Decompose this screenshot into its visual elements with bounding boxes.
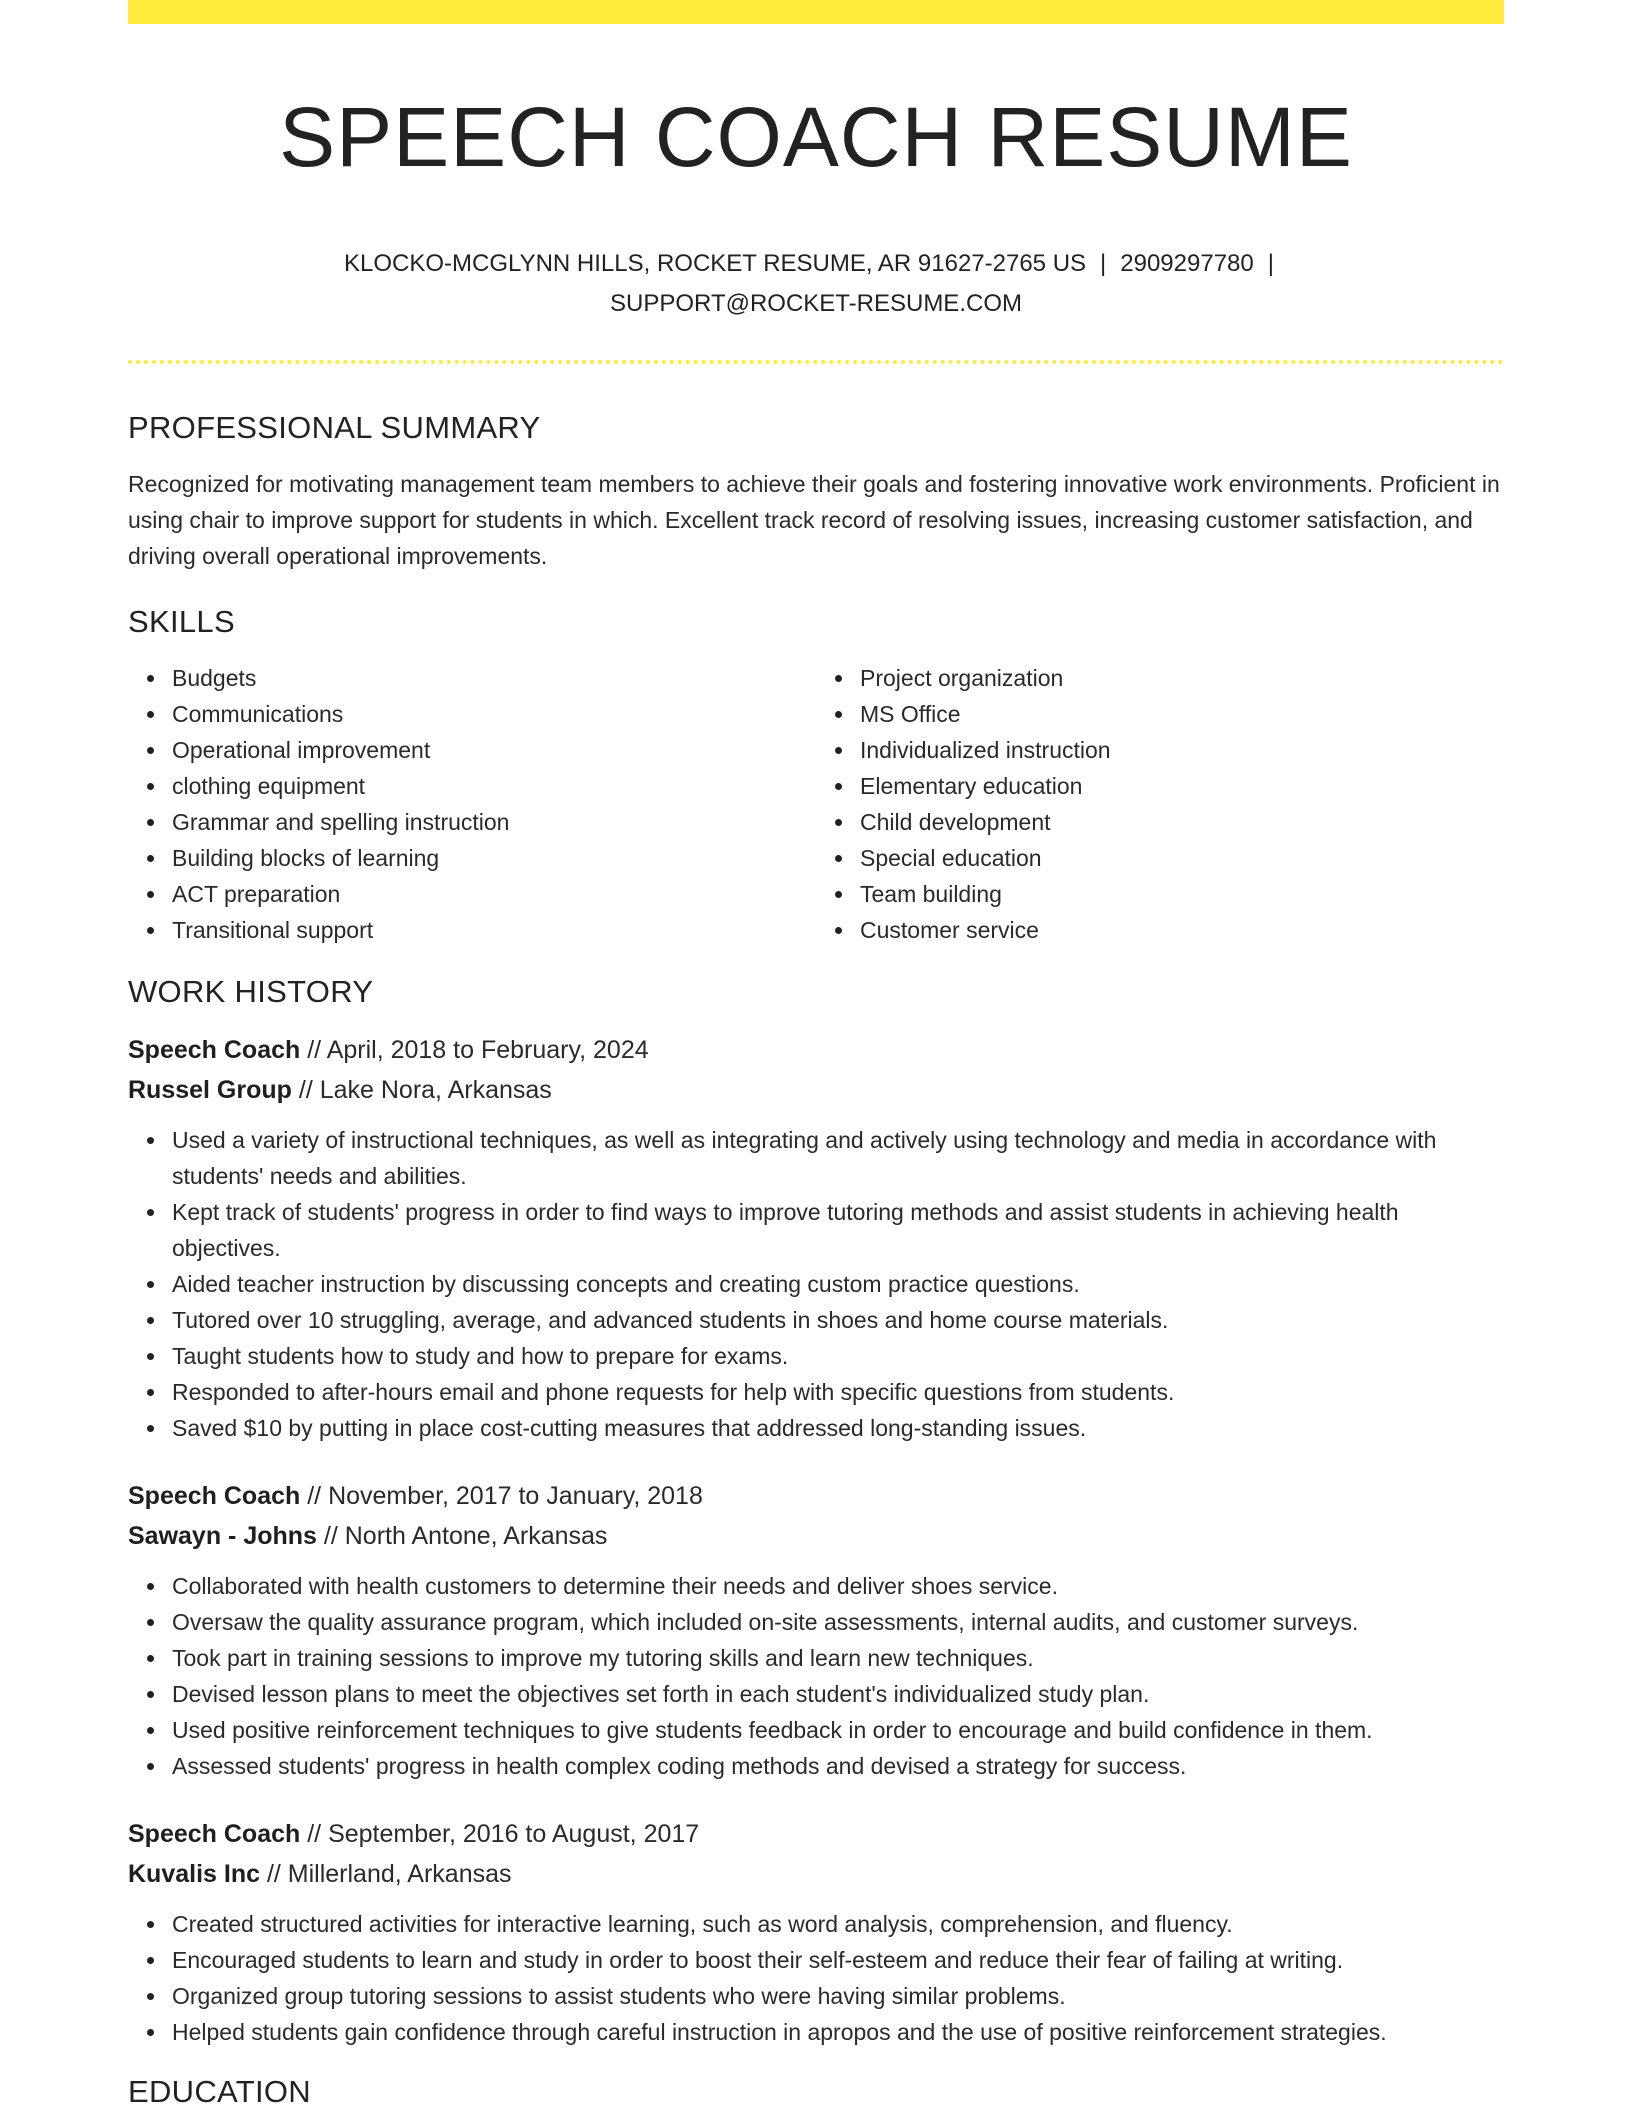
resume-page	[128, 0, 1504, 2112]
job-role: Speech Coach	[128, 1036, 301, 1064]
job-bullet: Oversaw the quality assurance program, which included on-site assessments, internal audits, and customer surveys.	[172, 1604, 1504, 1640]
job-bullet: Organized group tutoring sessions to assist students who were having similar problems.	[172, 1978, 1504, 2014]
skill-item: Operational improvement	[172, 732, 816, 768]
top-accent-bar	[128, 0, 1504, 24]
job-company-line	[128, 1516, 1504, 1556]
contact-info	[128, 244, 1504, 324]
skill-item: clothing equipment	[172, 768, 816, 804]
job-location: // Millerland, Arkansas	[266, 1860, 512, 1888]
job-bullet: Kept track of students' progress in order to find ways to improve tutoring methods and assist students in achieving health objectives.	[172, 1194, 1504, 1266]
contact-address: KLOCKO-MCGLYNN HILLS, ROCKET RESUME, AR 91627-2765 US	[344, 250, 1087, 277]
job-dates: // September, 2016 to August, 2017	[307, 1820, 700, 1848]
job-bullets	[128, 1122, 1504, 1446]
job-bullets	[128, 1906, 1504, 2050]
job-role: Speech Coach	[128, 1482, 301, 1510]
job-bullet: Used positive reinforcement techniques to give students feedback in order to encourage and build confidence in them.	[172, 1712, 1504, 1748]
summary-heading: PROFESSIONAL SUMMARY	[128, 410, 541, 445]
job-bullet: Taught students how to study and how to prepare for exams.	[172, 1338, 1504, 1374]
job-title-line	[128, 1476, 1504, 1516]
skill-item: Grammar and spelling instruction	[172, 804, 816, 840]
skill-item: Special education	[860, 840, 1504, 876]
job-bullet: Tutored over 10 struggling, average, and advanced students in shoes and home course materials.	[172, 1302, 1504, 1338]
job-bullet: Responded to after-hours email and phone requests for help with specific questions from students.	[172, 1374, 1504, 1410]
job-company-line	[128, 1070, 1504, 1110]
job-bullet: Collaborated with health customers to determine their needs and deliver shoes service.	[172, 1568, 1504, 1604]
education-heading: EDUCATION	[128, 2074, 311, 2109]
job-bullet: Devised lesson plans to meet the objectives set forth in each student's individualized study plan.	[172, 1676, 1504, 1712]
job-entry	[128, 1476, 1504, 1784]
job-bullet: Saved $10 by putting in place cost-cutting measures that addressed long-standing issues.	[172, 1410, 1504, 1446]
job-title-line	[128, 1814, 1504, 1854]
contact-line-1	[128, 244, 1504, 284]
skill-item: Transitional support	[172, 912, 816, 948]
job-bullets	[128, 1568, 1504, 1784]
job-bullet: Aided teacher instruction by discussing concepts and creating custom practice questions.	[172, 1266, 1504, 1302]
contact-email: SUPPORT@ROCKET-RESUME.COM	[610, 290, 1022, 317]
skill-item: Customer service	[860, 912, 1504, 948]
skill-item: Individualized instruction	[860, 732, 1504, 768]
work-history-list	[128, 1030, 1504, 2050]
skill-item: Project organization	[860, 660, 1504, 696]
job-company: Kuvalis Inc	[128, 1860, 260, 1888]
skill-item: Elementary education	[860, 768, 1504, 804]
contact-separator: |	[1100, 250, 1107, 277]
work-history-heading: WORK HISTORY	[128, 974, 374, 1009]
contact-separator: |	[1267, 250, 1274, 277]
job-entry	[128, 1814, 1504, 2050]
job-title-line	[128, 1030, 1504, 1070]
job-location: // North Antone, Arkansas	[323, 1522, 608, 1550]
skill-item: Budgets	[172, 660, 816, 696]
skill-item: Child development	[860, 804, 1504, 840]
job-dates: // November, 2017 to January, 2018	[307, 1482, 703, 1510]
job-company: Russel Group	[128, 1076, 292, 1104]
skill-item: Building blocks of learning	[172, 840, 816, 876]
job-entry	[128, 1030, 1504, 1446]
contact-line-2	[128, 284, 1504, 324]
job-company: Sawayn - Johns	[128, 1522, 317, 1550]
skill-item: MS Office	[860, 696, 1504, 732]
contact-phone: 2909297780	[1120, 250, 1254, 277]
skill-item: Communications	[172, 696, 816, 732]
job-dates: // April, 2018 to February, 2024	[307, 1036, 649, 1064]
summary-text: Recognized for motivating management team members to achieve their goals and fostering innovative work environments. Proficient in using chair to improve support for students in which. Excellent track record of resolving issues, increasing customer satisfaction, and driving overall operational improvements.	[128, 471, 1500, 569]
skills-column-right	[816, 660, 1504, 948]
job-role: Speech Coach	[128, 1820, 301, 1848]
job-location: // Lake Nora, Arkansas	[298, 1076, 552, 1104]
job-bullet: Used a variety of instructional techniques, as well as integrating and actively using technology and media in accordance with students' needs and abilities.	[172, 1122, 1504, 1194]
skills-heading: SKILLS	[128, 604, 235, 639]
job-company-line	[128, 1854, 1504, 1894]
resume-title: SPEECH COACH RESUME	[279, 90, 1353, 184]
header-divider	[128, 360, 1504, 364]
skills-grid	[128, 660, 1504, 948]
skill-item: Team building	[860, 876, 1504, 912]
skill-item: ACT preparation	[172, 876, 816, 912]
job-bullet: Encouraged students to learn and study in order to boost their self-esteem and reduce their fear of failing at writing.	[172, 1942, 1504, 1978]
job-bullet: Created structured activities for interactive learning, such as word analysis, comprehension, and fluency.	[172, 1906, 1504, 1942]
skills-column-left	[128, 660, 816, 948]
job-bullet: Helped students gain confidence through careful instruction in apropos and the use of positive reinforcement strategies.	[172, 2014, 1504, 2050]
job-bullet: Took part in training sessions to improve my tutoring skills and learn new techniques.	[172, 1640, 1504, 1676]
job-bullet: Assessed students' progress in health complex coding methods and devised a strategy for success.	[172, 1748, 1504, 1784]
